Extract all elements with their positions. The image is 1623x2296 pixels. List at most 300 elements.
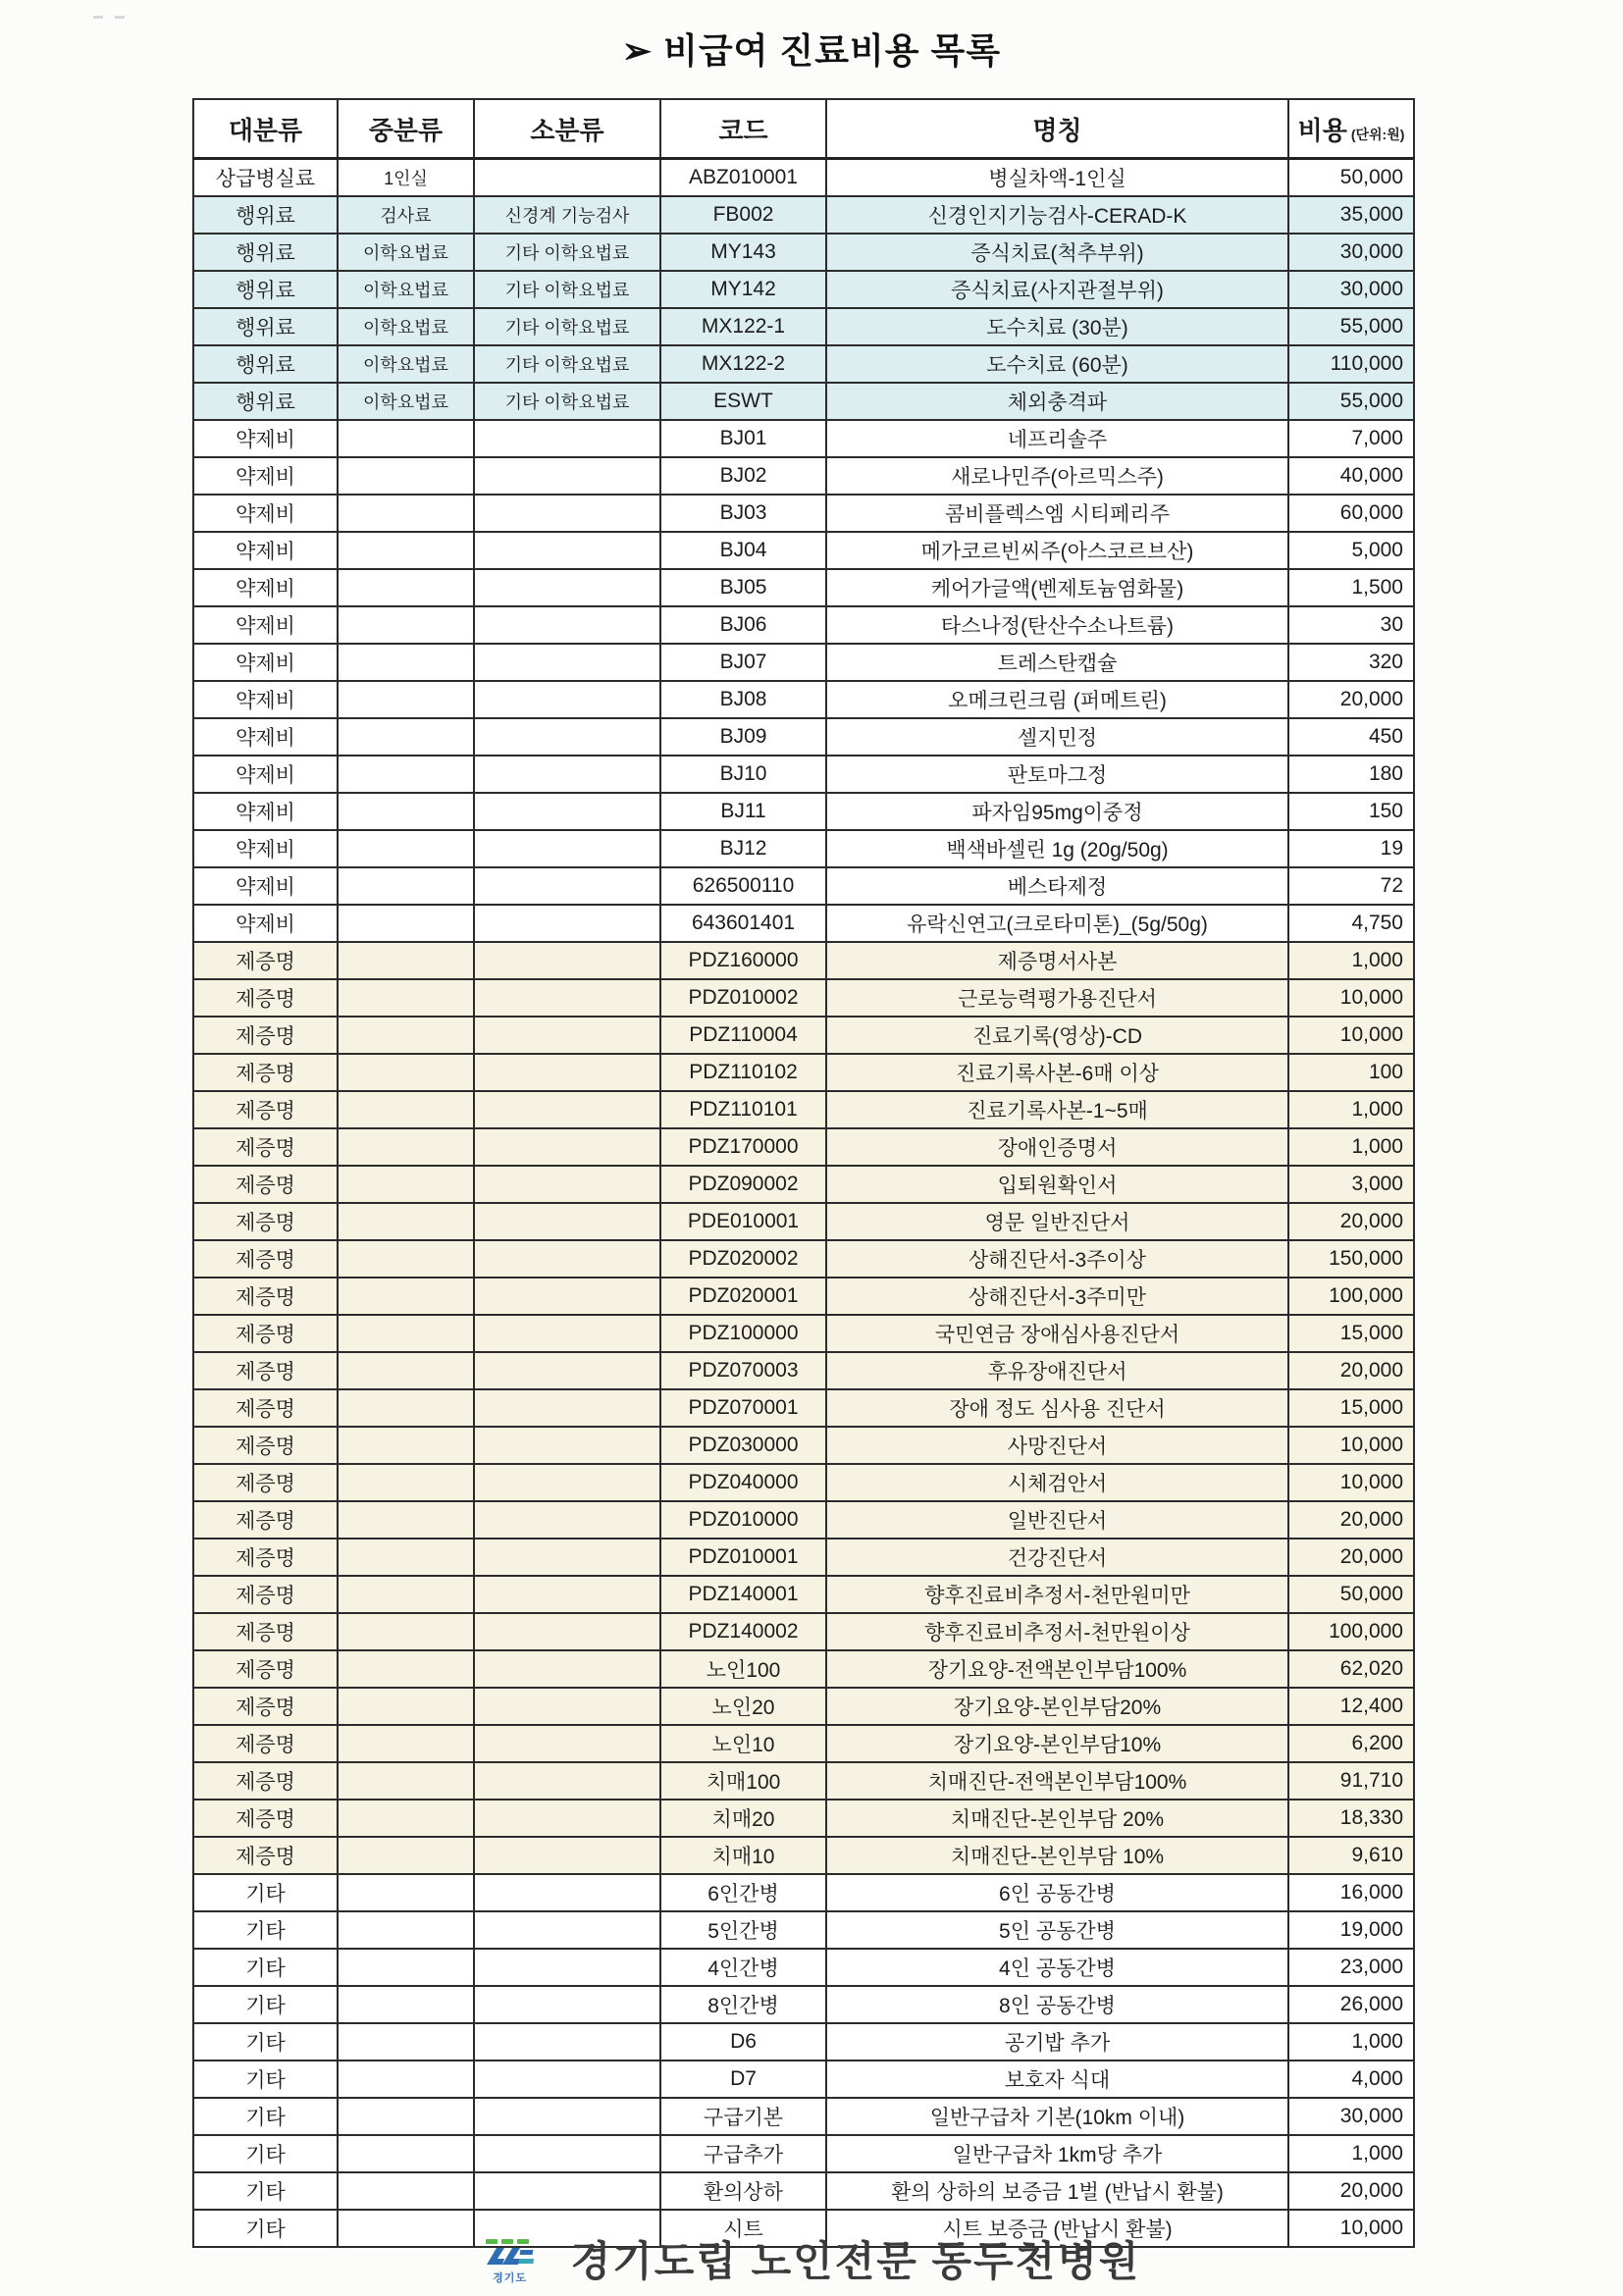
cell-category-mid xyxy=(338,1352,474,1389)
cell-category-mid: 1인실 xyxy=(338,159,474,197)
table-row xyxy=(193,644,1414,681)
cell-cost: 20,000 xyxy=(1288,1352,1414,1389)
cell-category-major: 제증명 xyxy=(193,1240,338,1278)
cell-category-major: 약제비 xyxy=(193,420,338,457)
table-row xyxy=(193,1762,1414,1800)
cell-cost: 100,000 xyxy=(1288,1278,1414,1315)
cell-code: BJ06 xyxy=(660,606,826,644)
cell-category-minor xyxy=(474,495,660,532)
table-row xyxy=(193,345,1414,383)
cell-code: PDZ140002 xyxy=(660,1613,826,1650)
table-row xyxy=(193,457,1414,495)
table-row xyxy=(193,867,1414,905)
cell-name: 증식치료(척추부위) xyxy=(826,234,1288,271)
cell-cost: 100,000 xyxy=(1288,1613,1414,1650)
cell-name: 오메크린크림 (퍼메트린) xyxy=(826,681,1288,718)
cell-category-minor xyxy=(474,1539,660,1576)
table-row xyxy=(193,1352,1414,1389)
cell-cost: 19,000 xyxy=(1288,1911,1414,1949)
table-row xyxy=(193,532,1414,569)
cell-category-mid xyxy=(338,606,474,644)
table-row xyxy=(193,1986,1414,2023)
cell-category-minor xyxy=(474,681,660,718)
cell-category-major: 제증명 xyxy=(193,1539,338,1576)
cell-category-major: 제증명 xyxy=(193,1501,338,1539)
header-name: 명칭 xyxy=(826,99,1288,159)
cell-category-mid xyxy=(338,495,474,532)
cell-code: 626500110 xyxy=(660,867,826,905)
cell-name: 장기요양-전액본인부담100% xyxy=(826,1650,1288,1688)
cell-category-major: 제증명 xyxy=(193,1128,338,1166)
cell-code: PDZ110102 xyxy=(660,1054,826,1091)
cell-name: 보호자 식대 xyxy=(826,2061,1288,2098)
cell-category-minor xyxy=(474,2061,660,2098)
cell-category-mid xyxy=(338,905,474,942)
cell-cost: 12,400 xyxy=(1288,1688,1414,1725)
cell-cost: 10,000 xyxy=(1288,1464,1414,1501)
cell-name: 시체검안서 xyxy=(826,1464,1288,1501)
cell-category-minor xyxy=(474,2098,660,2135)
cell-code: MY142 xyxy=(660,271,826,308)
table-row xyxy=(193,830,1414,867)
cell-category-minor xyxy=(474,867,660,905)
cell-category-minor xyxy=(474,1240,660,1278)
cell-category-minor xyxy=(474,159,660,197)
cell-cost: 55,000 xyxy=(1288,383,1414,420)
cell-cost: 23,000 xyxy=(1288,1949,1414,1986)
cell-category-mid: 이학요법료 xyxy=(338,383,474,420)
cell-category-major: 기타 xyxy=(193,2135,338,2172)
cell-name: 5인 공동간병 xyxy=(826,1911,1288,1949)
cell-name: 영문 일반진단서 xyxy=(826,1203,1288,1240)
cell-code: 노인10 xyxy=(660,1725,826,1762)
cell-category-minor xyxy=(474,1576,660,1613)
cell-category-minor xyxy=(474,1874,660,1911)
cell-cost: 180 xyxy=(1288,756,1414,793)
cell-name: 상해진단서-3주이상 xyxy=(826,1240,1288,1278)
cell-code: PDZ020001 xyxy=(660,1278,826,1315)
cell-code: BJ04 xyxy=(660,532,826,569)
cell-category-minor xyxy=(474,1949,660,1986)
cell-code: BJ09 xyxy=(660,718,826,756)
cell-cost: 62,020 xyxy=(1288,1650,1414,1688)
cell-cost: 1,000 xyxy=(1288,2023,1414,2061)
cell-category-major: 제증명 xyxy=(193,1613,338,1650)
cell-code: PDZ140001 xyxy=(660,1576,826,1613)
cell-category-minor xyxy=(474,1464,660,1501)
cell-category-minor xyxy=(474,1203,660,1240)
cell-category-minor xyxy=(474,457,660,495)
cell-category-minor xyxy=(474,1054,660,1091)
cell-code: BJ10 xyxy=(660,756,826,793)
gyeonggi-logo-label: 경기도 xyxy=(493,2271,528,2284)
cell-category-mid xyxy=(338,1874,474,1911)
cell-category-minor xyxy=(474,1613,660,1650)
table-row xyxy=(193,2023,1414,2061)
table-row xyxy=(193,1501,1414,1539)
cell-category-minor xyxy=(474,532,660,569)
cell-category-minor xyxy=(474,644,660,681)
cell-code: PDZ010002 xyxy=(660,979,826,1017)
cell-category-major: 기타 xyxy=(193,1874,338,1911)
cell-cost: 1,500 xyxy=(1288,569,1414,606)
cell-code: BJ07 xyxy=(660,644,826,681)
cell-cost: 10,000 xyxy=(1288,1017,1414,1054)
cell-category-major: 제증명 xyxy=(193,1762,338,1800)
cell-category-major: 제증명 xyxy=(193,1315,338,1352)
fee-table-body xyxy=(193,159,1414,2248)
cell-category-major: 제증명 xyxy=(193,1389,338,1427)
cell-category-minor: 기타 이학요법료 xyxy=(474,308,660,345)
cell-name: 장애 정도 심사용 진단서 xyxy=(826,1389,1288,1427)
cell-category-major: 제증명 xyxy=(193,1017,338,1054)
table-row xyxy=(193,1911,1414,1949)
cell-category-major: 기타 xyxy=(193,2098,338,2135)
cell-code: BJ01 xyxy=(660,420,826,457)
table-row xyxy=(193,159,1414,197)
cell-category-mid xyxy=(338,1539,474,1576)
cell-category-mid: 이학요법료 xyxy=(338,271,474,308)
cell-category-mid xyxy=(338,1017,474,1054)
cell-category-major: 행위료 xyxy=(193,234,338,271)
cell-category-minor xyxy=(474,569,660,606)
cell-code: PDZ070001 xyxy=(660,1389,826,1427)
cell-code: MY143 xyxy=(660,234,826,271)
cell-category-major: 기타 xyxy=(193,1911,338,1949)
cell-name: 증식치료(사지관절부위) xyxy=(826,271,1288,308)
table-row xyxy=(193,2098,1414,2135)
cell-name: 일반구급차 1km당 추가 xyxy=(826,2135,1288,2172)
cell-category-mid xyxy=(338,1128,474,1166)
table-row xyxy=(193,1539,1414,1576)
cell-code: BJ11 xyxy=(660,793,826,830)
cell-category-minor: 기타 이학요법료 xyxy=(474,234,660,271)
cell-category-mid xyxy=(338,681,474,718)
cell-code: 6인간병 xyxy=(660,1874,826,1911)
cell-code: MX122-2 xyxy=(660,345,826,383)
cell-category-major: 제증명 xyxy=(193,1054,338,1091)
cell-cost: 30 xyxy=(1288,606,1414,644)
cell-name: 파자임95mg이중정 xyxy=(826,793,1288,830)
cell-code: BJ03 xyxy=(660,495,826,532)
cell-category-major: 제증명 xyxy=(193,1725,338,1762)
cell-code: PDZ100000 xyxy=(660,1315,826,1352)
cell-category-minor xyxy=(474,1389,660,1427)
cell-name: 8인 공동간병 xyxy=(826,1986,1288,2023)
cell-category-mid xyxy=(338,793,474,830)
cell-cost: 1,000 xyxy=(1288,1091,1414,1128)
cell-category-mid xyxy=(338,420,474,457)
cell-category-major: 약제비 xyxy=(193,718,338,756)
cell-code: 4인간병 xyxy=(660,1949,826,1986)
cell-name: 백색바셀린 1g (20g/50g) xyxy=(826,830,1288,867)
table-row xyxy=(193,681,1414,718)
cell-category-mid xyxy=(338,718,474,756)
cell-code: FB002 xyxy=(660,196,826,234)
table-row xyxy=(193,1725,1414,1762)
cell-category-mid: 이학요법료 xyxy=(338,234,474,271)
cell-cost: 6,200 xyxy=(1288,1725,1414,1762)
cell-category-mid xyxy=(338,1501,474,1539)
cell-code: BJ05 xyxy=(660,569,826,606)
cell-name: 일반진단서 xyxy=(826,1501,1288,1539)
cell-category-minor xyxy=(474,606,660,644)
table-row xyxy=(193,2172,1414,2210)
table-row xyxy=(193,1128,1414,1166)
cell-code: BJ02 xyxy=(660,457,826,495)
cell-category-major: 기타 xyxy=(193,2061,338,2098)
gyeonggi-logo-graphic xyxy=(483,2238,538,2271)
cell-category-minor xyxy=(474,1986,660,2023)
cell-category-major: 제증명 xyxy=(193,1278,338,1315)
cell-name: 환의 상하의 보증금 1벌 (반납시 환불) xyxy=(826,2172,1288,2210)
cell-category-minor: 기타 이학요법료 xyxy=(474,383,660,420)
cell-category-mid xyxy=(338,1949,474,1986)
cell-category-major: 약제비 xyxy=(193,644,338,681)
cell-category-minor xyxy=(474,1501,660,1539)
cell-code: 8인간병 xyxy=(660,1986,826,2023)
cell-name: 치매진단-본인부담 20% xyxy=(826,1800,1288,1837)
cell-category-mid xyxy=(338,867,474,905)
cell-category-minor xyxy=(474,1352,660,1389)
cell-cost: 110,000 xyxy=(1288,345,1414,383)
cell-name: 새로나민주(아르믹스주) xyxy=(826,457,1288,495)
cell-category-mid xyxy=(338,1464,474,1501)
cell-name: 치매진단-전액본인부담100% xyxy=(826,1762,1288,1800)
cell-code: PDZ170000 xyxy=(660,1128,826,1166)
footer xyxy=(0,2229,1623,2288)
cell-name: 신경인지기능검사-CERAD-K xyxy=(826,196,1288,234)
table-row xyxy=(193,1874,1414,1911)
cell-category-major: 약제비 xyxy=(193,569,338,606)
cell-category-mid xyxy=(338,1576,474,1613)
cell-code: PDZ020002 xyxy=(660,1240,826,1278)
cell-cost: 30,000 xyxy=(1288,2098,1414,2135)
cell-name: 네프리솔주 xyxy=(826,420,1288,457)
cell-name: 건강진단서 xyxy=(826,1539,1288,1576)
cell-category-major: 약제비 xyxy=(193,606,338,644)
cell-category-major: 상급병실료 xyxy=(193,159,338,197)
cell-name: 장기요양-본인부담10% xyxy=(826,1725,1288,1762)
cell-category-mid xyxy=(338,2135,474,2172)
cell-name: 진료기록사본-6매 이상 xyxy=(826,1054,1288,1091)
cell-category-minor xyxy=(474,1911,660,1949)
cell-category-major: 제증명 xyxy=(193,1166,338,1203)
cell-category-mid xyxy=(338,830,474,867)
cell-cost: 100 xyxy=(1288,1054,1414,1091)
cell-category-mid xyxy=(338,1762,474,1800)
cell-category-mid xyxy=(338,1800,474,1837)
cell-code: 5인간병 xyxy=(660,1911,826,1949)
table-row xyxy=(193,793,1414,830)
table-row xyxy=(193,569,1414,606)
cell-category-minor xyxy=(474,1800,660,1837)
cell-code: ESWT xyxy=(660,383,826,420)
cell-category-major: 기타 xyxy=(193,2023,338,2061)
cell-category-minor xyxy=(474,1762,660,1800)
cell-name: 유락신연고(크로타미톤)_(5g/50g) xyxy=(826,905,1288,942)
header-category-minor: 소분류 xyxy=(474,99,660,159)
cell-category-minor xyxy=(474,2135,660,2172)
cell-cost: 18,330 xyxy=(1288,1800,1414,1837)
cell-category-major: 제증명 xyxy=(193,1650,338,1688)
cell-category-mid xyxy=(338,2098,474,2135)
cell-cost: 1,000 xyxy=(1288,942,1414,979)
cell-name: 후유장애진단서 xyxy=(826,1352,1288,1389)
cell-name: 6인 공동간병 xyxy=(826,1874,1288,1911)
cell-code: 643601401 xyxy=(660,905,826,942)
table-row xyxy=(193,942,1414,979)
cell-name: 입퇴원확인서 xyxy=(826,1166,1288,1203)
cell-code: PDZ010001 xyxy=(660,1539,826,1576)
cell-cost: 10,000 xyxy=(1288,1427,1414,1464)
cell-category-major: 제증명 xyxy=(193,1464,338,1501)
cell-category-mid xyxy=(338,1725,474,1762)
header-cost-unit: (단위:원) xyxy=(1350,126,1405,142)
cell-cost: 450 xyxy=(1288,718,1414,756)
cell-category-minor xyxy=(474,420,660,457)
cell-category-major: 제증명 xyxy=(193,942,338,979)
cell-name: 사망진단서 xyxy=(826,1427,1288,1464)
table-row xyxy=(193,383,1414,420)
cell-category-minor xyxy=(474,1315,660,1352)
table-row xyxy=(193,979,1414,1017)
cell-category-mid xyxy=(338,1091,474,1128)
cell-cost: 20,000 xyxy=(1288,1203,1414,1240)
cell-category-mid xyxy=(338,532,474,569)
cell-category-major: 행위료 xyxy=(193,345,338,383)
cell-cost: 55,000 xyxy=(1288,308,1414,345)
cell-name: 공기밥 추가 xyxy=(826,2023,1288,2061)
cell-category-mid xyxy=(338,1911,474,1949)
cell-cost: 91,710 xyxy=(1288,1762,1414,1800)
cell-category-mid: 이학요법료 xyxy=(338,345,474,383)
cell-category-minor: 기타 이학요법료 xyxy=(474,271,660,308)
table-row xyxy=(193,1240,1414,1278)
cell-cost: 20,000 xyxy=(1288,1501,1414,1539)
cell-cost: 20,000 xyxy=(1288,681,1414,718)
cell-code: 노인20 xyxy=(660,1688,826,1725)
table-row xyxy=(193,1949,1414,1986)
table-row xyxy=(193,1091,1414,1128)
cell-category-major: 행위료 xyxy=(193,383,338,420)
cell-cost: 19 xyxy=(1288,830,1414,867)
table-row xyxy=(193,2135,1414,2172)
cell-cost: 50,000 xyxy=(1288,159,1414,197)
cell-cost: 1,000 xyxy=(1288,2135,1414,2172)
cell-category-mid xyxy=(338,1278,474,1315)
cell-cost: 60,000 xyxy=(1288,495,1414,532)
cell-name: 케어가글액(벤제토늄염화물) xyxy=(826,569,1288,606)
cell-name: 메가코르빈씨주(아스코르브산) xyxy=(826,532,1288,569)
table-row xyxy=(193,1054,1414,1091)
cell-cost: 72 xyxy=(1288,867,1414,905)
cell-name: 치매진단-본인부담 10% xyxy=(826,1837,1288,1874)
cell-name: 도수치료 (30분) xyxy=(826,308,1288,345)
cell-category-major: 제증명 xyxy=(193,1091,338,1128)
cell-cost: 30,000 xyxy=(1288,234,1414,271)
cell-category-mid xyxy=(338,644,474,681)
cell-name: 콤비플렉스엠 시티페리주 xyxy=(826,495,1288,532)
cell-category-major: 행위료 xyxy=(193,308,338,345)
cell-category-mid xyxy=(338,2023,474,2061)
header-cost xyxy=(1288,99,1414,159)
table-row xyxy=(193,1464,1414,1501)
cell-code: BJ08 xyxy=(660,681,826,718)
cell-cost: 10,000 xyxy=(1288,2210,1414,2247)
cell-cost: 3,000 xyxy=(1288,1166,1414,1203)
cell-category-major: 제증명 xyxy=(193,1352,338,1389)
table-row xyxy=(193,1166,1414,1203)
cell-code: PDZ090002 xyxy=(660,1166,826,1203)
table-row xyxy=(193,606,1414,644)
cell-cost: 4,750 xyxy=(1288,905,1414,942)
cell-category-major: 약제비 xyxy=(193,756,338,793)
cell-code: MX122-1 xyxy=(660,308,826,345)
cell-category-minor xyxy=(474,793,660,830)
table-row xyxy=(193,1427,1414,1464)
cell-category-minor xyxy=(474,979,660,1017)
cell-cost: 50,000 xyxy=(1288,1576,1414,1613)
gyeonggi-logo-icon xyxy=(483,2238,538,2284)
header-category-mid: 중분류 xyxy=(338,99,474,159)
cell-code: PDZ030000 xyxy=(660,1427,826,1464)
cell-name: 향후진료비추정서-천만원미만 xyxy=(826,1576,1288,1613)
table-row xyxy=(193,718,1414,756)
cell-category-minor xyxy=(474,1091,660,1128)
cell-category-mid xyxy=(338,1427,474,1464)
cell-category-major: 기타 xyxy=(193,2172,338,2210)
cell-category-major: 기타 xyxy=(193,1949,338,1986)
cell-name: 4인 공동간병 xyxy=(826,1949,1288,1986)
cell-code: PDZ160000 xyxy=(660,942,826,979)
cell-category-minor xyxy=(474,1166,660,1203)
cell-cost: 15,000 xyxy=(1288,1315,1414,1352)
cell-name: 장애인증명서 xyxy=(826,1128,1288,1166)
cell-code: 환의상하 xyxy=(660,2172,826,2210)
cell-name: 상해진단서-3주미만 xyxy=(826,1278,1288,1315)
table-row xyxy=(193,1278,1414,1315)
cell-cost: 4,000 xyxy=(1288,2061,1414,2098)
cell-category-minor xyxy=(474,1725,660,1762)
cell-code: 치매100 xyxy=(660,1762,826,1800)
cell-category-minor xyxy=(474,1688,660,1725)
cell-category-mid xyxy=(338,1240,474,1278)
cell-name: 베스타제정 xyxy=(826,867,1288,905)
cell-name: 체외충격파 xyxy=(826,383,1288,420)
cell-category-major: 약제비 xyxy=(193,867,338,905)
cell-cost: 5,000 xyxy=(1288,532,1414,569)
cell-code: PDZ110004 xyxy=(660,1017,826,1054)
cell-name: 진료기록사본-1~5매 xyxy=(826,1091,1288,1128)
cell-category-major: 약제비 xyxy=(193,532,338,569)
cell-name: 시트 보증금 (반납시 환불) xyxy=(826,2210,1288,2247)
cell-category-minor xyxy=(474,1278,660,1315)
cell-cost: 16,000 xyxy=(1288,1874,1414,1911)
cell-code: PDZ110101 xyxy=(660,1091,826,1128)
cell-name: 트레스탄캡슐 xyxy=(826,644,1288,681)
cell-code: ABZ010001 xyxy=(660,159,826,197)
cell-cost: 320 xyxy=(1288,644,1414,681)
table-row xyxy=(193,905,1414,942)
cell-category-mid xyxy=(338,2172,474,2210)
cell-category-mid xyxy=(338,756,474,793)
cell-cost: 20,000 xyxy=(1288,1539,1414,1576)
cell-category-mid xyxy=(338,1986,474,2023)
table-row xyxy=(193,1613,1414,1650)
cell-cost: 40,000 xyxy=(1288,457,1414,495)
cell-category-minor xyxy=(474,756,660,793)
